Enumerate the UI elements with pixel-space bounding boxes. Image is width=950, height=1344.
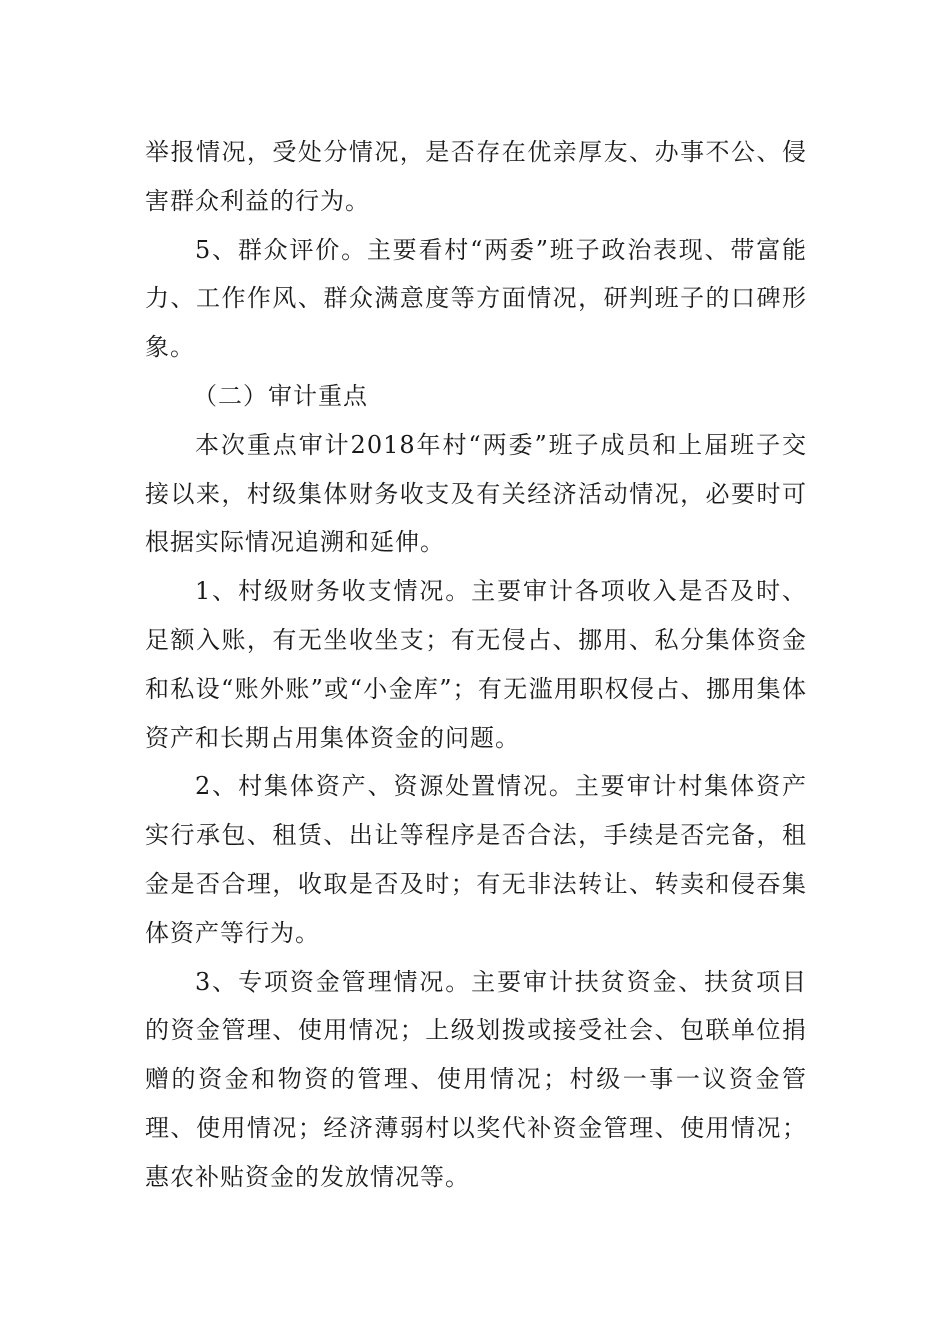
paragraph-audit-item-3: 3、专项资金管理情况。主要审计扶贫资金、扶贫项目的资金管理、使用情况；上级划拨或接受社会、包联单位捐赠的资金和物资的管理、使用情况；村级一事一议资金管理、使用情况；经济薄弱村以奖代补资金管理、使用情况；惠农补贴资金的发放情况等。 xyxy=(145,967,807,1191)
paragraph-item-5-public-evaluation: 5、群众评价。主要看村“两委”班子政治表现、带富能力、工作作风、群众满意度等方面情况，研判班子的口碑形象。 xyxy=(145,235,807,362)
document-page xyxy=(145,128,807,1202)
section-heading-audit-focus: （二）审计重点 xyxy=(193,381,368,410)
paragraph-audit-item-1: 1、村级财务收支情况。主要审计各项收入是否及时、足额入账，有无坐收坐支；有无侵占、挪用、私分集体资金和私设“账外账”或“小金库”；有无滥用职权侵占、挪用集体资产和长期占用集体资金的问题。 xyxy=(145,577,807,752)
paragraph-audit-item-2: 2、村集体资产、资源处置情况。主要审计村集体资产实行承包、租赁、出让等程序是否合法，手续是否完备，租金是否合理，收取是否及时；有无非法转让、转卖和侵吞集体资产等行为。 xyxy=(145,772,807,947)
paragraph-audit-intro: 本次重点审计2018年村“两委”班子成员和上届班子交接以来，村级集体财务收支及有关经济活动情况，必要时可根据实际情况追溯和延伸。 xyxy=(145,430,807,557)
paragraph-continuation: 举报情况，受处分情况，是否存在优亲厚友、办事不公、侵害群众利益的行为。 xyxy=(145,138,807,215)
